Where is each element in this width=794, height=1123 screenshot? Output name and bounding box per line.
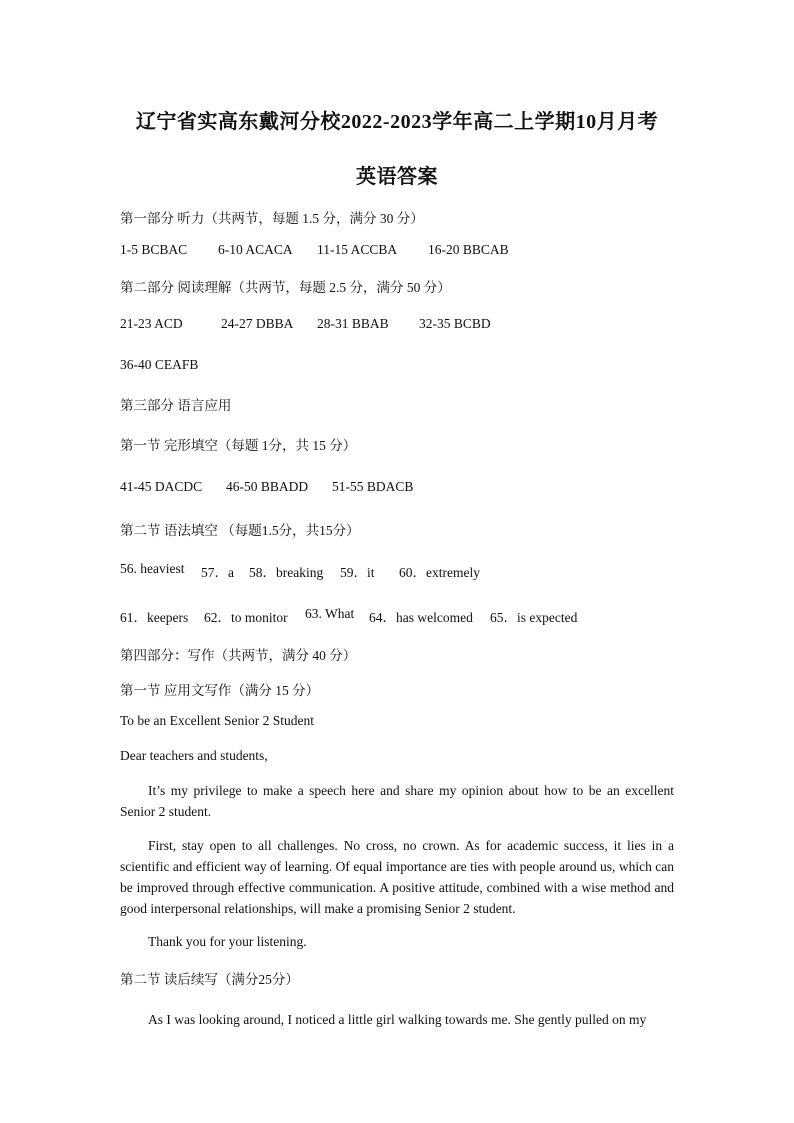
answer-group: 24-27 DBBA: [221, 316, 294, 331]
part3-section1-heading: 第一节 完形填空（每题 1分，共 15 分）: [120, 438, 357, 453]
part1-heading: 第一部分 听力（共两节，每题 1.5 分，满分 30 分）: [120, 211, 424, 226]
answer-item: 59．it: [340, 565, 375, 580]
answer-item: 63. What: [305, 606, 355, 621]
part4-heading: 第四部分：写作（共两节，满分 40 分）: [120, 648, 357, 663]
continuation-paragraph-1: As I was looking around, I noticed a little girl walking towards me. She gently pulled on my: [148, 1012, 647, 1027]
essay-paragraph-1: It’s my privilege to make a speech here and share my opinion about how to be an excellent Senior 2 student.: [120, 783, 674, 819]
answer-item: 65．is expected: [490, 610, 578, 625]
part4-section1-heading: 第一节 应用文写作（满分 15 分）: [120, 683, 320, 698]
essay-closing: Thank you for your listening.: [148, 934, 307, 949]
answer-group: 6-10 ACACA: [218, 242, 293, 257]
answer-item: 58．breaking: [249, 565, 324, 580]
answer-item: 60．extremely: [399, 565, 480, 580]
answer-item: 64．has welcomed: [369, 610, 473, 625]
answer-group: 36-40 CEAFB: [120, 357, 199, 372]
answer-group: 46-50 BBADD: [226, 479, 309, 494]
part3-section2-heading: 第二节 语法填空 （每题1.5分，共15分）: [120, 523, 360, 538]
answer-group: 21-23 ACD: [120, 316, 183, 331]
essay-paragraph-2: First, stay open to all challenges. No cross, no crown. As for academic success, it lies in a scientific and efficient way of learning. Of equal importance are ties with people around us, which can be improved through effective communication. A positive attitude, combined with a wise method and good interpersonal relationships, will make a promising Senior 2 student.: [120, 838, 674, 916]
part2-heading: 第二部分 阅读理解（共两节，每题 2.5 分，满分 50 分）: [120, 280, 451, 295]
document-subtitle: 英语答案: [356, 166, 438, 188]
answer-group: 11-15 ACCBA: [317, 242, 398, 257]
answer-group: 16-20 BBCAB: [428, 242, 509, 257]
part4-section2-heading: 第二节 读后续写（满分25分）: [120, 972, 299, 987]
document-title: 辽宁省实高东戴河分校2022-2023学年高二上学期10月月考: [135, 111, 659, 133]
essay-title: To be an Excellent Senior 2 Student: [120, 713, 315, 728]
answer-item: 62．to monitor: [204, 610, 288, 625]
answer-item: 61．keepers: [120, 610, 189, 625]
answer-item: 57．a: [201, 565, 234, 580]
answer-item: 56. heaviest: [120, 561, 185, 576]
answer-group: 51-55 BDACB: [332, 479, 414, 494]
answer-group: 41-45 DACDC: [120, 479, 203, 494]
part3-heading: 第三部分 语言应用: [120, 398, 232, 413]
answer-group: 1-5 BCBAC: [120, 242, 188, 257]
answer-group: 28-31 BBAB: [317, 316, 389, 331]
answer-group: 32-35 BCBD: [419, 316, 491, 331]
essay-salutation: Dear teachers and students,: [120, 748, 268, 763]
